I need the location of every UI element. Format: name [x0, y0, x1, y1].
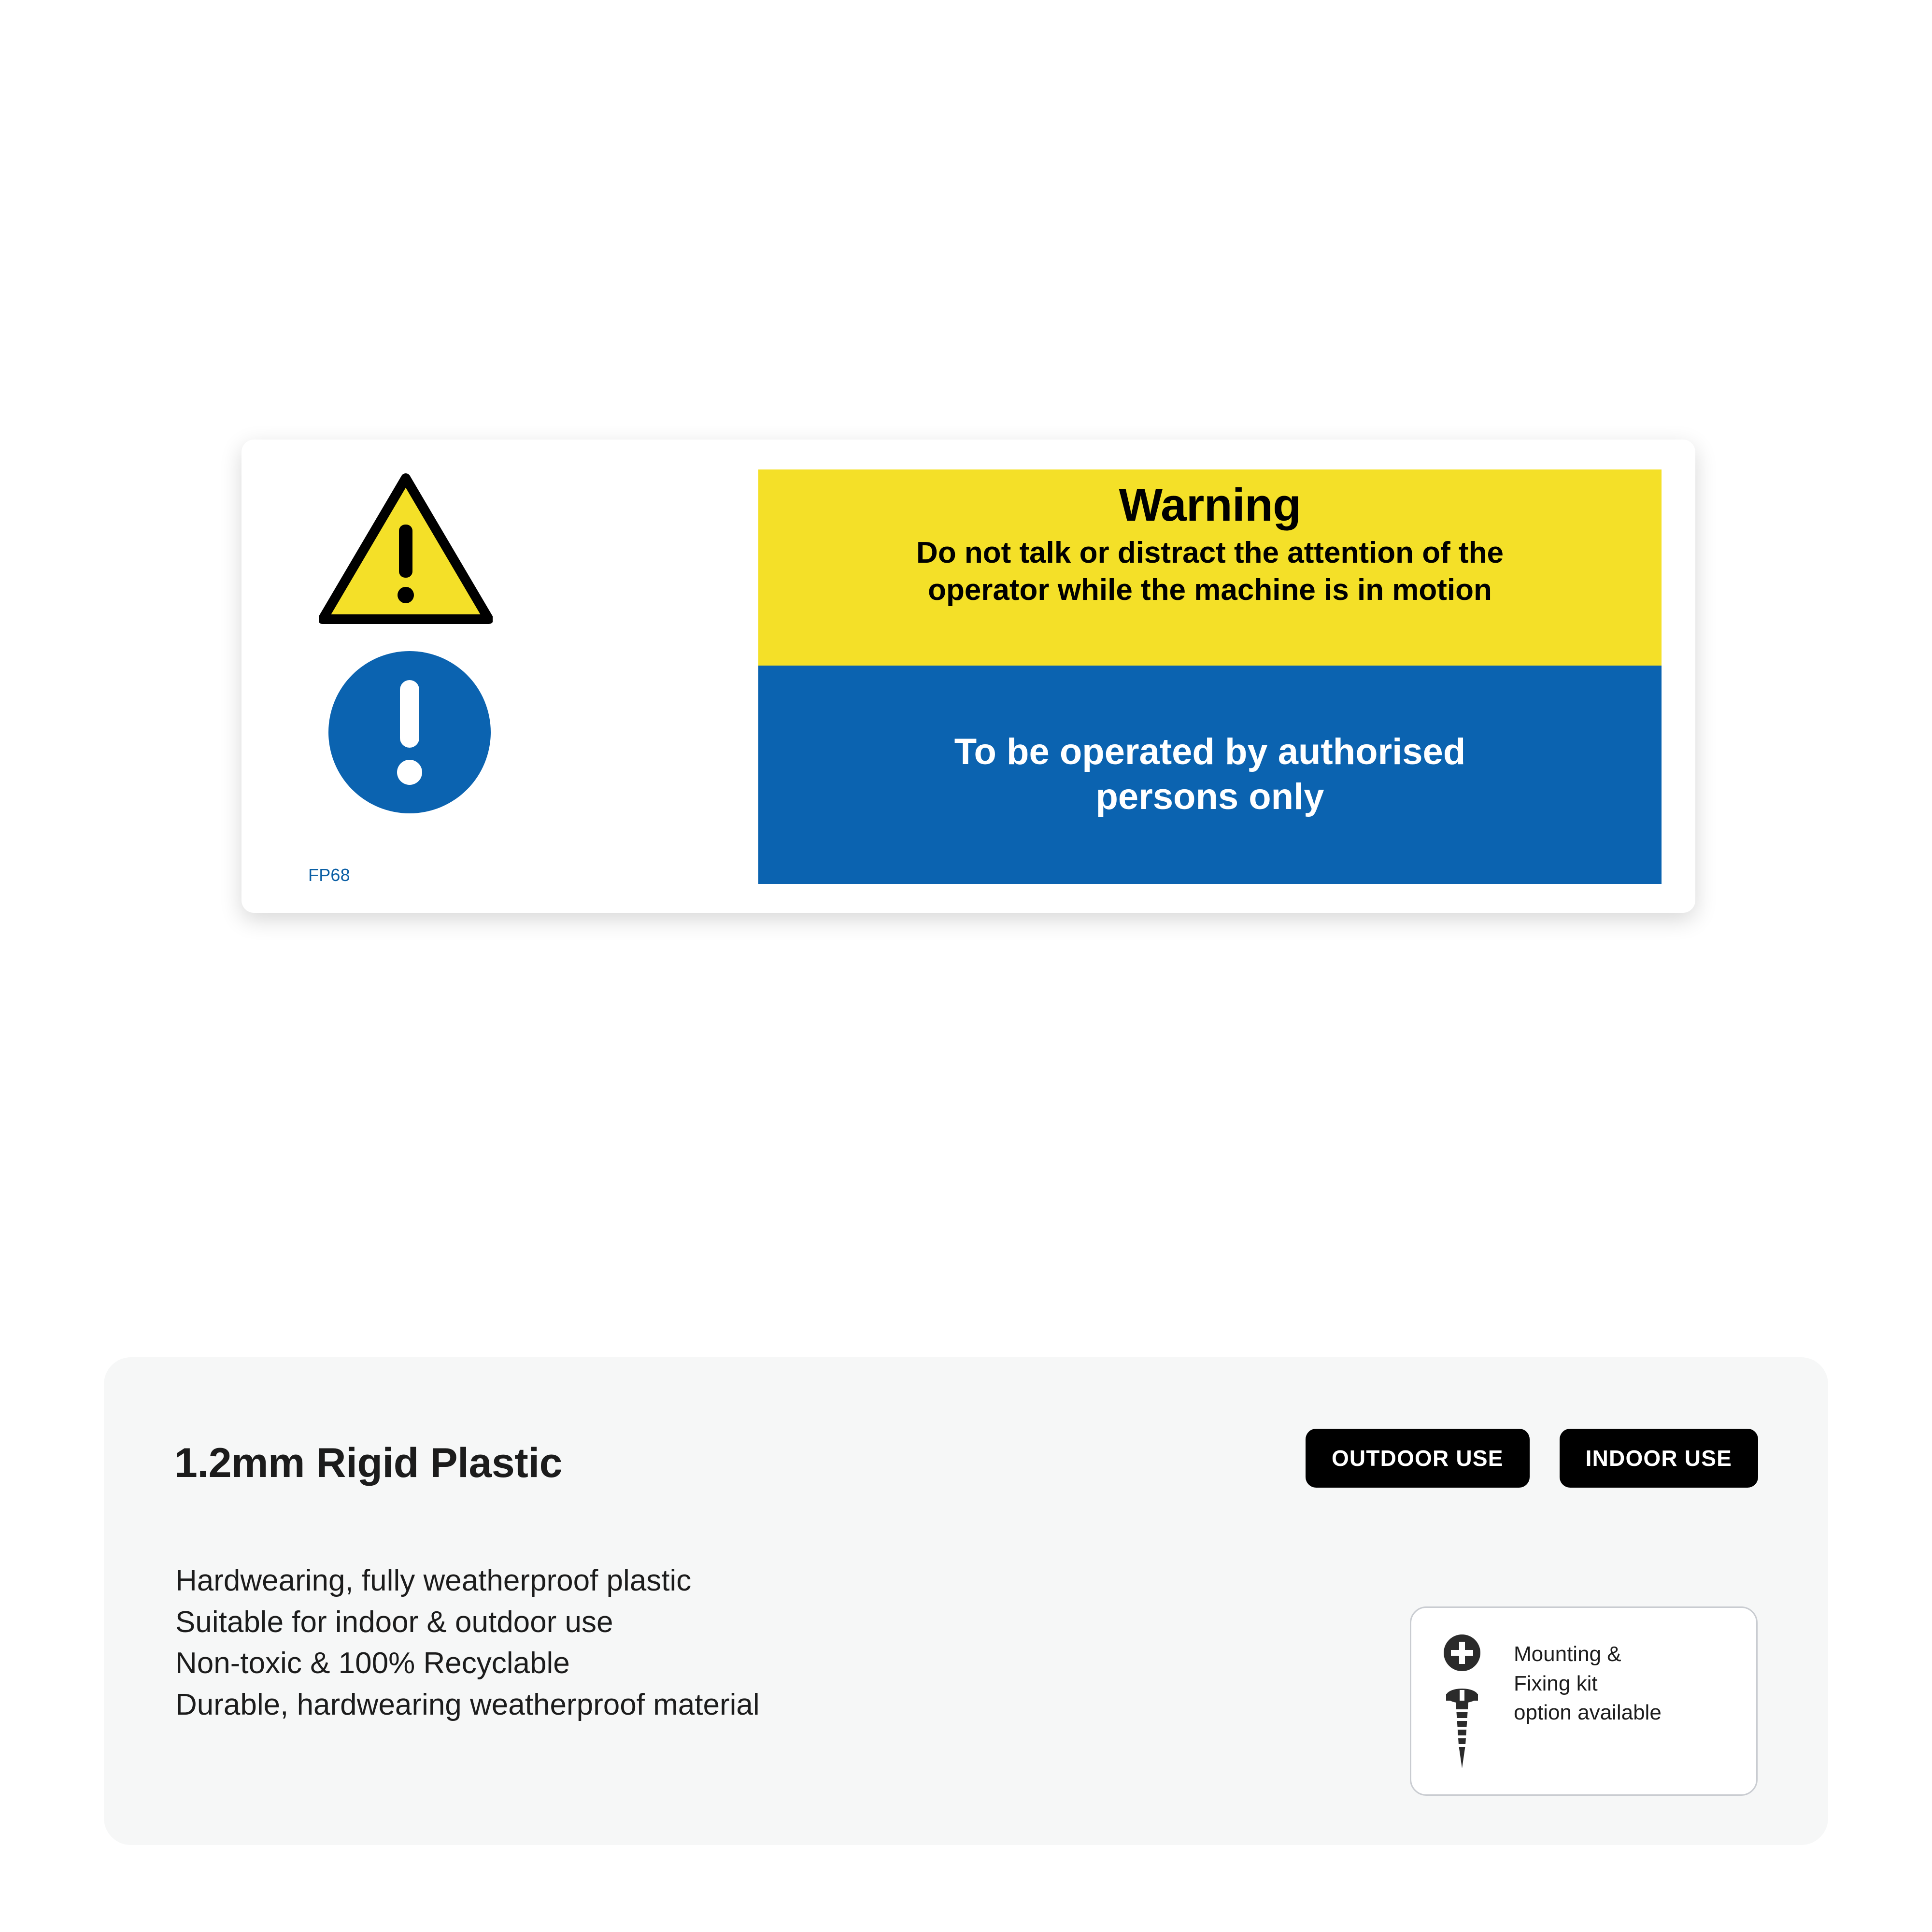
- mandatory-body: [954, 730, 1466, 819]
- mandatory-body-line-1: To be operated by authorised: [954, 731, 1466, 773]
- list-item: Durable, hardwearing weatherproof material: [175, 1688, 760, 1721]
- list-item: Hardwearing, fully weatherproof plastic: [175, 1564, 692, 1597]
- mandatory-body-line-2: persons only: [1095, 776, 1324, 817]
- material-info-panel: [104, 1357, 1828, 1845]
- warning-body-line-2: operator while the machine is in motion: [928, 573, 1492, 607]
- warning-body-line-1: Do not talk or distract the attention of the: [916, 536, 1504, 569]
- warning-triangle-icon: [319, 471, 493, 626]
- list-item: Suitable for indoor & outdoor use: [175, 1605, 613, 1639]
- list-item: Non-toxic & 100% Recyclable: [175, 1647, 570, 1680]
- fixing-kit-icons: [1435, 1633, 1492, 1768]
- warning-panel: [758, 469, 1662, 666]
- fixing-kit-line-3: option available: [1514, 1701, 1662, 1725]
- fixing-kit-box: [1410, 1606, 1758, 1796]
- status-badge-outdoor-use: OUTDOOR USE: [1306, 1429, 1530, 1488]
- fixing-kit-line-1: Mounting &: [1514, 1642, 1621, 1666]
- fixing-kit-text: [1514, 1640, 1746, 1728]
- warning-title: Warning: [1119, 479, 1301, 531]
- pictogram-column: [275, 457, 507, 885]
- status-badge-indoor-use: INDOOR USE: [1560, 1429, 1758, 1488]
- material-title: 1.2mm Rigid Plastic: [174, 1440, 563, 1486]
- fixing-kit-line-2: Fixing kit: [1514, 1671, 1598, 1695]
- safety-sign-card: [242, 440, 1695, 913]
- sign-text-column: [758, 469, 1662, 884]
- sign-code-label: FP68: [308, 865, 350, 885]
- feature-list: [175, 1560, 1141, 1725]
- screw-head-icon: [1442, 1633, 1482, 1673]
- mandatory-panel: [758, 666, 1662, 884]
- warning-body: [916, 534, 1504, 609]
- use-badge-group: [1306, 1429, 1758, 1488]
- screw-icon: [1445, 1687, 1479, 1769]
- sign-inner: [242, 440, 1695, 913]
- mandatory-exclamation-icon: [327, 650, 492, 814]
